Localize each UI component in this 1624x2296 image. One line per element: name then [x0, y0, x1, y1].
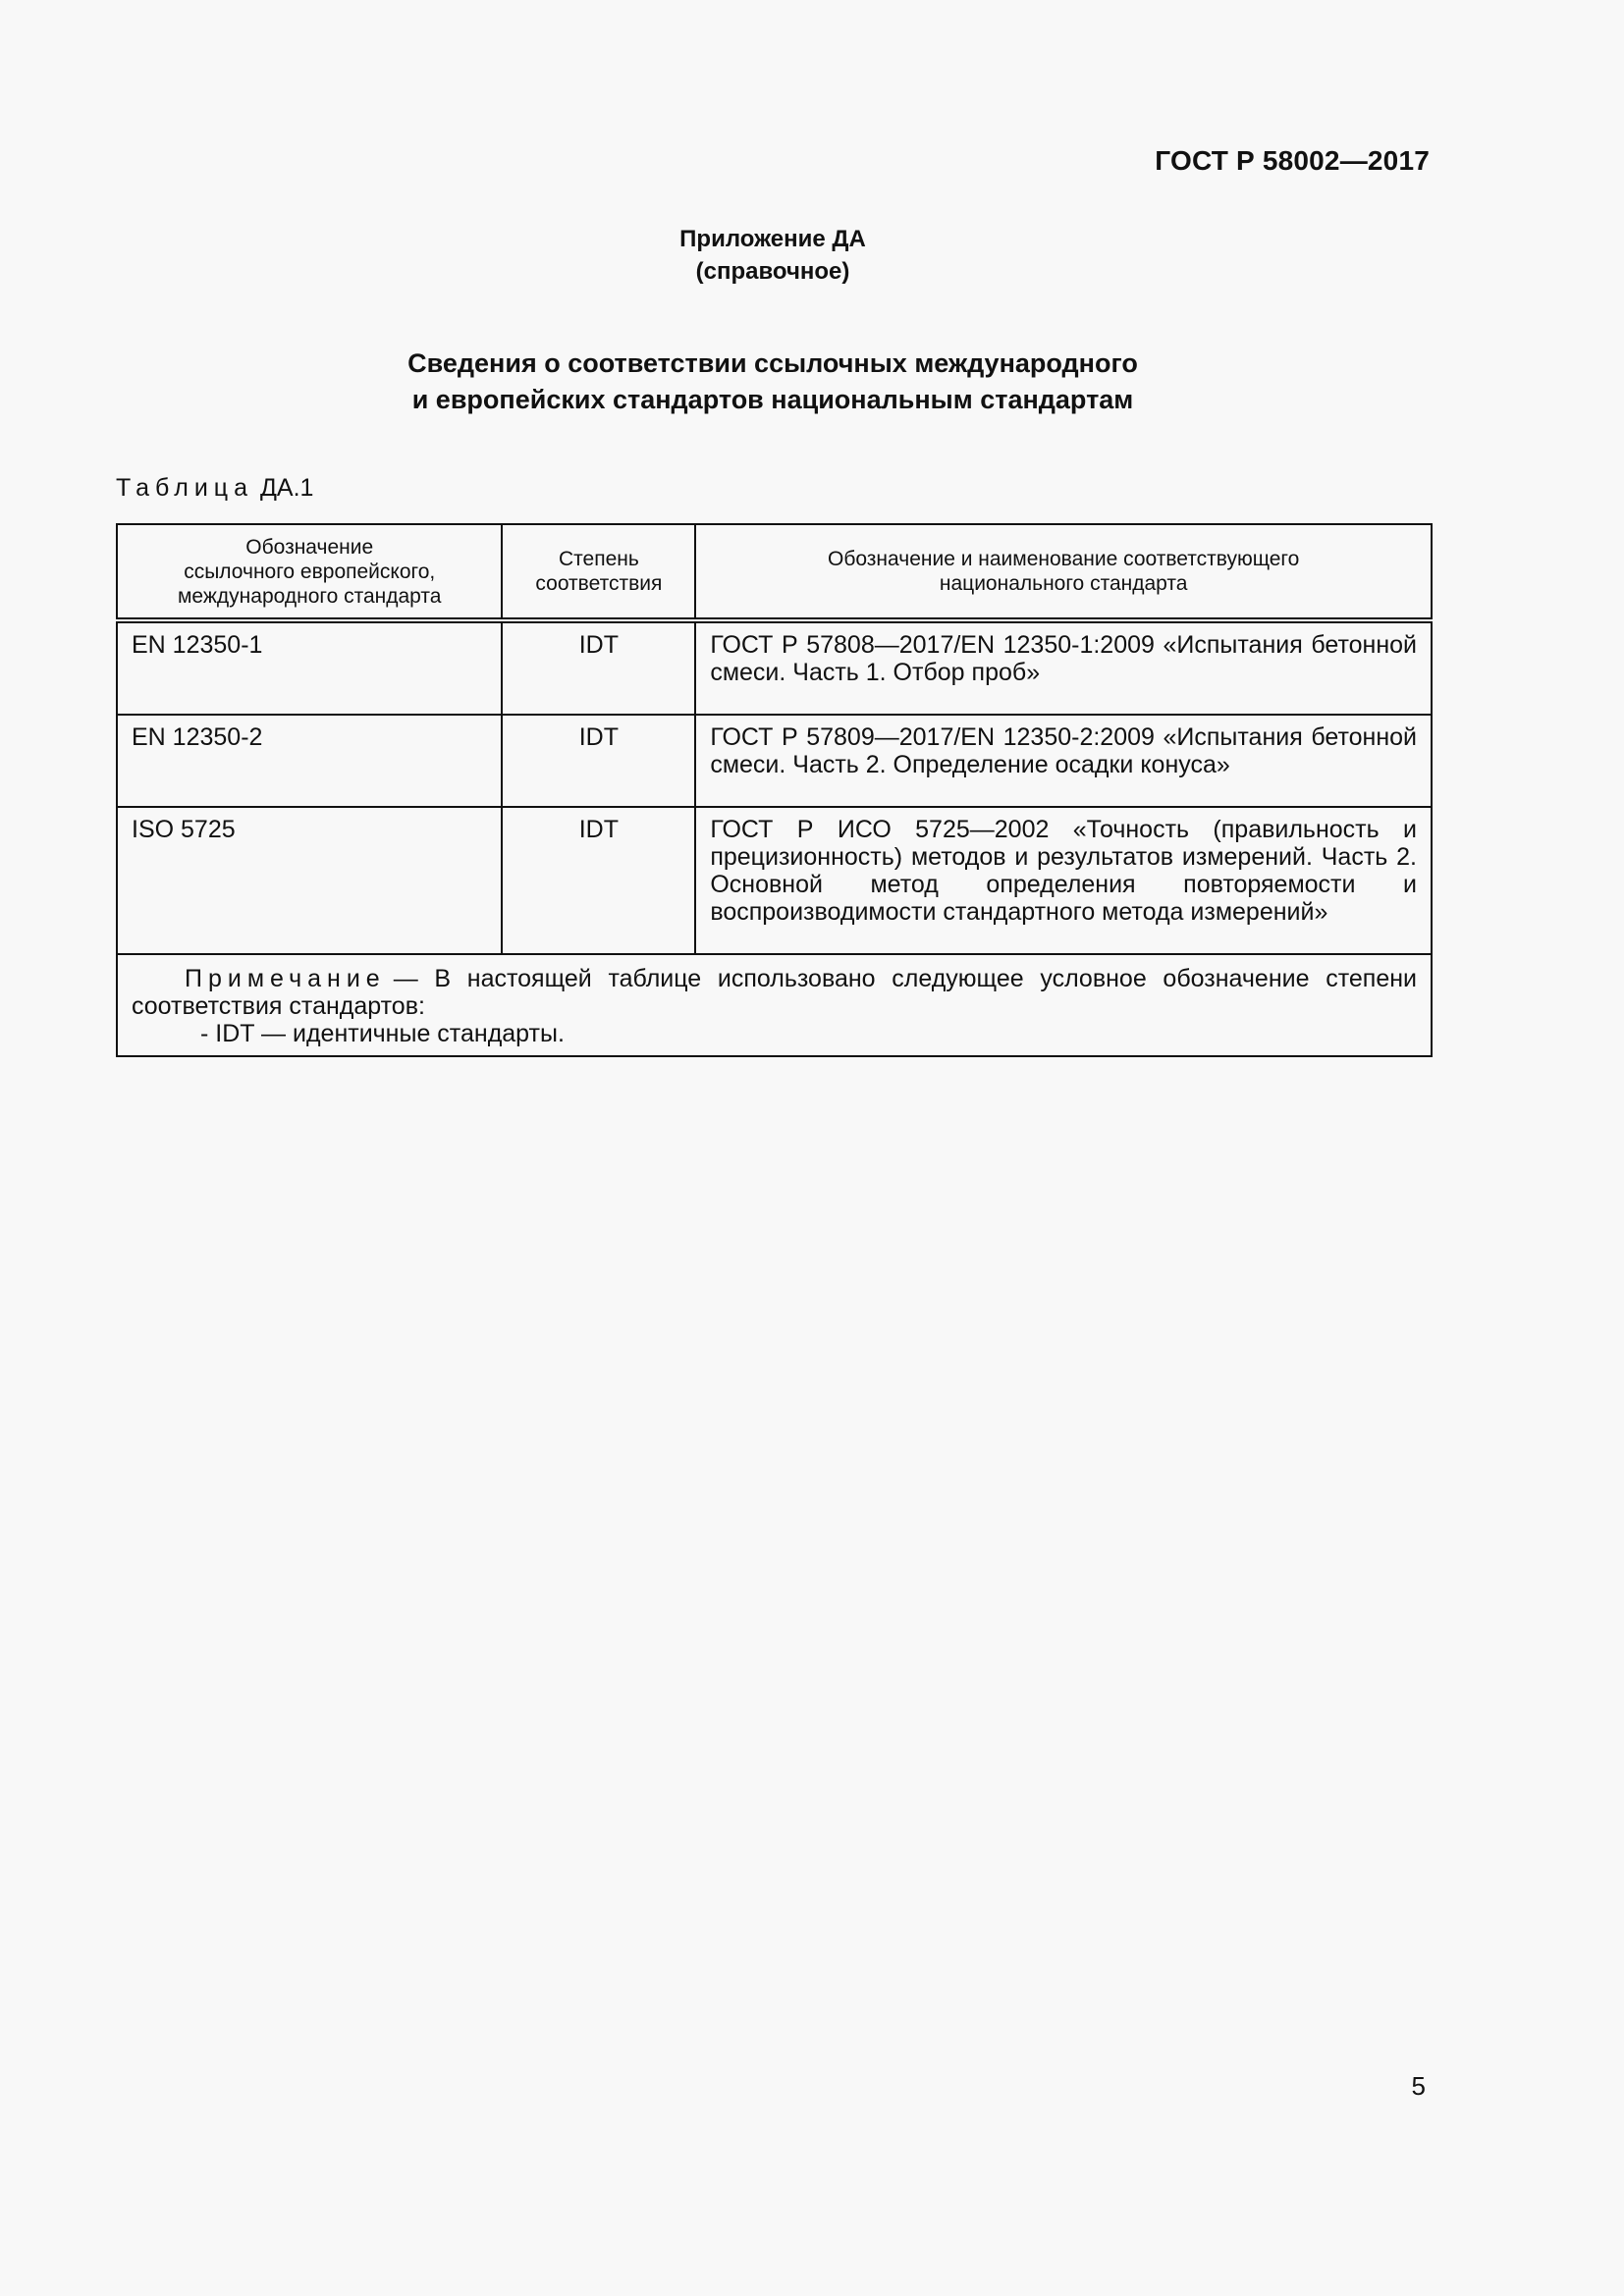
annex-title: Приложение ДА [679, 226, 866, 252]
cell-reference-code: ISO 5725 [117, 807, 502, 954]
annex-heading [0, 223, 1545, 288]
header-text: международного стандарта [177, 584, 442, 608]
table-caption [116, 474, 313, 503]
note-bullet: - IDT — идентичные стандарты. [200, 1020, 565, 1047]
header-degree [502, 524, 695, 620]
document-code: ГОСТ Р 58002—2017 [1155, 145, 1430, 176]
section-title-line-1: Сведения о соответствии ссылочных международного [407, 348, 1138, 378]
standards-correspondence-table [116, 523, 1433, 1057]
header-text: национального стандарта [939, 572, 1188, 595]
cell-degree: IDT [502, 715, 695, 807]
table-note-row [117, 954, 1432, 1056]
cell-reference-code: EN 12350-2 [117, 715, 502, 807]
header-national-standard [695, 524, 1432, 620]
header-reference-standard [117, 524, 502, 620]
note-paragraph [132, 965, 1417, 1020]
section-heading [0, 346, 1545, 418]
cell-degree: IDT [502, 620, 695, 715]
table-row [117, 715, 1432, 807]
page-number: 5 [1411, 2071, 1426, 2101]
table-header-row [117, 524, 1432, 620]
table-caption-label: Таблица [116, 474, 254, 502]
header-text: соответствия [535, 572, 663, 595]
table-row [117, 620, 1432, 715]
header-text: Обозначение и наименование соответствующего [828, 548, 1300, 570]
cell-reference-code: EN 12350-1 [117, 620, 502, 715]
section-title-line-2: и европейских стандартов национальным стандартам [411, 385, 1134, 414]
header-text: Степень [558, 548, 639, 570]
annex-subtitle: (справочное) [695, 258, 850, 285]
cell-national-standard: ГОСТ Р ИСО 5725—2002 «Точность (правильность и прецизионность) методов и результатов измерений. Часть 2. Основной метод определения повторяемости и воспроизводимости стандартного метода измерений» [695, 807, 1432, 954]
note-label: Примечание [185, 965, 386, 992]
table-caption-number: ДА.1 [259, 474, 314, 502]
header-text: ссылочного европейского, [184, 560, 436, 583]
table-row [117, 807, 1432, 954]
cell-national-standard: ГОСТ Р 57809—2017/EN 12350-2:2009 «Испытания бетонной смеси. Часть 2. Определение осадки конуса» [695, 715, 1432, 807]
note-text: — В настоящей таблице использовано следующее условное обозначение степени соответствия стандартов: [132, 965, 1417, 1020]
cell-national-standard: ГОСТ Р 57808—2017/EN 12350-1:2009 «Испытания бетонной смеси. Часть 1. Отбор проб» [695, 620, 1432, 715]
header-text: Обозначение [245, 535, 374, 559]
cell-degree: IDT [502, 807, 695, 954]
table-note [117, 954, 1432, 1056]
